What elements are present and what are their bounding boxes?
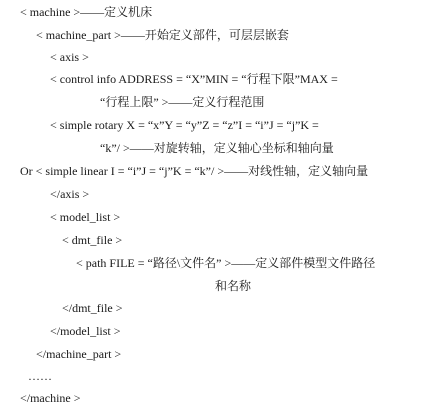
code-line: “行程上限” >——定义行程范围 (100, 95, 265, 109)
code-line: < machine_part >——开始定义部件，可层层嵌套 (36, 28, 289, 42)
code-line: Or < simple linear I = “i”J = “j”K = “k”/ >——对线性轴，定义轴向量 (20, 164, 369, 178)
code-line: </axis > (50, 187, 90, 201)
code-line: < simple rotary X = “x”Y = “y”Z = “z”I = “i”J = “j”K = (50, 118, 319, 132)
code-line: </machine_part > (36, 347, 122, 361)
code-line: < control info ADDRESS = “X”MIN = “行程下限”MAX = (50, 72, 338, 86)
code-line: “k”/ >——对旋转轴，定义轴心坐标和轴向量 (100, 141, 334, 155)
code-line: < model_list > (50, 210, 121, 224)
code-line: < dmt_file > (62, 233, 123, 247)
code-line: < axis > (50, 50, 89, 64)
code-line: 和名称 (215, 279, 252, 293)
code-line: </dmt_file > (62, 301, 123, 315)
code-line: < path FILE = “路径\文件名” >——定义部件模型文件路径 (76, 256, 376, 270)
code-line: < machine >——定义机床 (20, 5, 153, 19)
code-line: …… (28, 369, 52, 383)
code-line: </machine > (20, 391, 81, 405)
code-line: </model_list > (50, 324, 121, 338)
